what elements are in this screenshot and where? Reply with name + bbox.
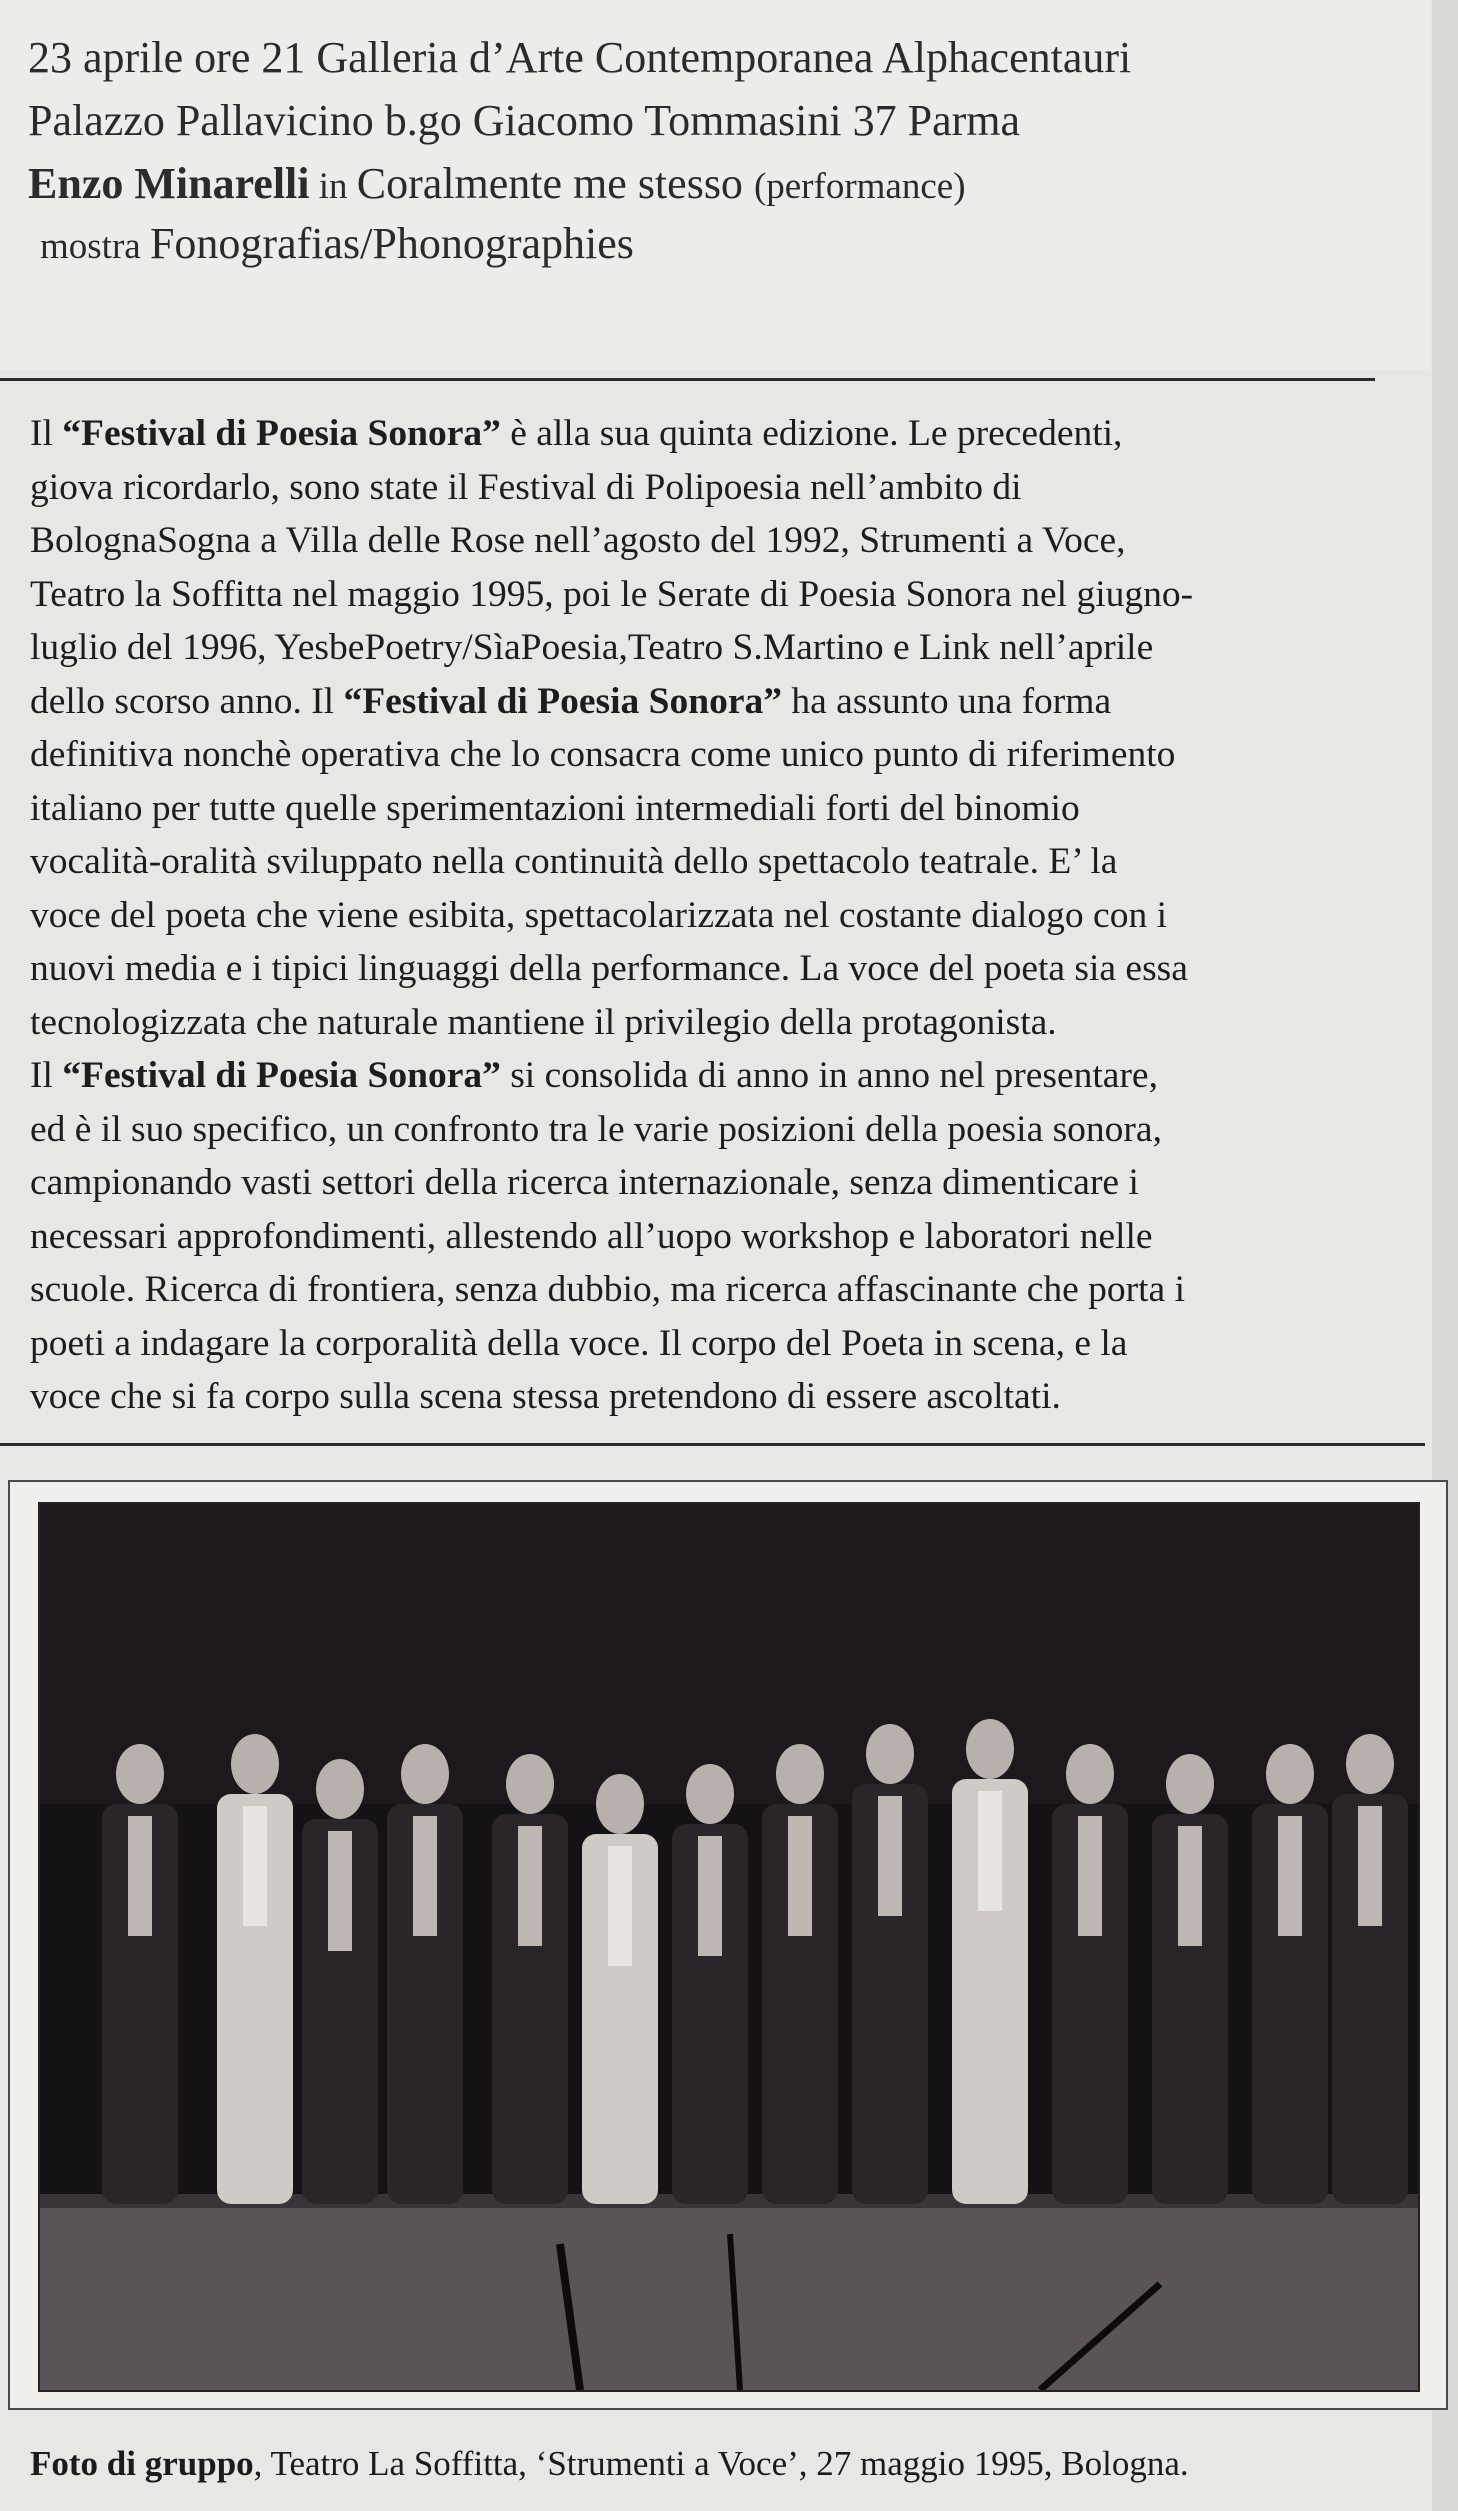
event-header: [0, 0, 1430, 370]
caption-details: , Teatro La Soffitta, ‘Strumenti a Voce’, 27 maggio 1995, Bologna.: [253, 2444, 1189, 2483]
article-line: [30, 1210, 1410, 1264]
exhibition-label: mostra: [40, 226, 150, 267]
article-paragraph-2: [30, 1049, 1410, 1424]
exhibition-line: [40, 218, 634, 273]
person-head: [1066, 1744, 1114, 1804]
line-text: ed è il suo specifico, un confronto tra le varie posizioni della poesia sonora,: [30, 1108, 1162, 1150]
article-line: [30, 1317, 1410, 1371]
person-head: [506, 1754, 554, 1814]
line-text: Teatro la Soffitta nel maggio 1995, poi le Serate di Poesia Sonora nel giugno-: [30, 573, 1194, 615]
person-shirt: [128, 1816, 152, 1936]
person-shirt: [1278, 1816, 1302, 1936]
article-line: [30, 461, 1410, 515]
article-line: [30, 1049, 1410, 1103]
line-text: Il: [30, 1055, 63, 1096]
person-head: [866, 1724, 914, 1784]
person-shirt: [518, 1826, 542, 1946]
person-head: [231, 1734, 279, 1794]
line-text: vocalità-oralità sviluppato nella continuità dello spettacolo teatrale. E’ la: [30, 841, 1118, 882]
line-text: scuole. Ricerca di frontiera, senza dubbio, ma ricerca affascinante che porta i: [30, 1269, 1185, 1310]
festival-name: “Festival di Poesia Sonora”: [62, 413, 501, 454]
photo-caption: [30, 2442, 1189, 2486]
line-text: tecnologizzata che naturale mantiene il privilegio della protagonista.: [30, 1001, 1057, 1043]
line-text: BolognaSogna a Villa delle Rose nell’agosto del 1992, Strumenti a Voce,: [30, 520, 1126, 561]
festival-name: “Festival di Poesia Sonora”: [343, 680, 783, 722]
article-line: [30, 835, 1410, 889]
performance-type: (performance): [753, 166, 966, 207]
line-text: campionando vasti settori della ricerca internazionale, senza dimenticare i: [30, 1162, 1139, 1203]
line-text: voce del poeta che viene esibita, spettacolarizzata nel costante dialogo con i: [30, 894, 1167, 936]
line-text: necessari approfondimenti, allestendo all’uopo workshop e laboratori nelle: [30, 1215, 1153, 1257]
article-line: [30, 1156, 1410, 1210]
line-text: Il: [30, 413, 63, 454]
line-text: ha assunto una forma: [782, 680, 1112, 722]
photo-frame: [8, 1480, 1448, 2410]
line-text: è alla sua quinta edizione. Le precedenti,: [500, 413, 1123, 454]
article-line: [30, 1103, 1410, 1157]
article-line: [30, 996, 1410, 1050]
article-body: [30, 407, 1410, 1424]
stage-floor: [40, 2204, 1418, 2390]
article-line: [30, 568, 1410, 622]
person-shirt: [608, 1846, 632, 1966]
article-line: [30, 621, 1410, 675]
article-line: [30, 1263, 1410, 1317]
festival-name: “Festival di Poesia Sonora”: [62, 1055, 501, 1096]
event-performer-line: [28, 158, 966, 213]
line-text: italiano per tutte quelle sperimentazioni intermediali forti del binomio: [30, 787, 1080, 829]
article-line: [30, 514, 1410, 568]
person-shirt: [1178, 1826, 1202, 1946]
person-shirt: [698, 1836, 722, 1956]
performance-title: Coralmente me stesso: [356, 159, 754, 208]
performer-name: Enzo Minarelli: [28, 159, 310, 208]
article-line: [30, 889, 1410, 943]
person-head: [776, 1744, 824, 1804]
line-text: dello scorso anno. Il: [30, 680, 344, 722]
article-line: [30, 942, 1410, 996]
article-line: [30, 675, 1410, 729]
group-photo: [38, 1502, 1420, 2392]
person-head: [596, 1774, 644, 1834]
person-shirt: [1358, 1806, 1382, 1926]
person-shirt: [878, 1796, 902, 1916]
bottom-divider: [0, 1443, 1425, 1446]
line-text: poeti a indagare la corporalità della voce. Il corpo del Poeta in scena, e la: [30, 1322, 1128, 1364]
person-head: [116, 1744, 164, 1804]
article-line: [30, 1370, 1410, 1424]
article-line: [30, 407, 1410, 461]
person-shirt: [788, 1816, 812, 1936]
article-paragraph-1: [30, 407, 1410, 1049]
person-head: [1266, 1744, 1314, 1804]
article-line: [30, 782, 1410, 836]
article-line: [30, 728, 1410, 782]
top-divider: [0, 378, 1375, 381]
person-head: [316, 1759, 364, 1819]
person-shirt: [978, 1791, 1002, 1911]
event-address: Palazzo Pallavicino b.go Giacomo Tommasini 37 Parma: [28, 96, 1021, 145]
person-head: [1166, 1754, 1214, 1814]
person-head: [1346, 1734, 1394, 1794]
group-photo-illustration: [40, 1504, 1418, 2390]
line-text: si consolida di anno in anno nel presentare,: [500, 1055, 1158, 1096]
person-head: [401, 1744, 449, 1804]
event-date-venue: 23 aprile ore 21 Galleria d’Arte Contemporanea Alphacentauri: [28, 33, 1132, 82]
person-shirt: [413, 1816, 437, 1936]
line-text: definitiva nonchè operativa che lo consacra come unico punto di riferimento: [30, 734, 1176, 775]
person-shirt: [328, 1831, 352, 1951]
exhibition-title: Fonografias/Phonographies: [149, 219, 634, 268]
performer-in: in: [309, 166, 357, 207]
person-shirt: [243, 1806, 267, 1926]
line-text: nuovi media e i tipici linguaggi della performance. La voce del poeta sia essa: [30, 948, 1188, 989]
person-head: [966, 1719, 1014, 1779]
line-text: voce che si fa corpo sulla scena stessa pretendono di essere ascoltati.: [30, 1376, 1061, 1417]
line-text: luglio del 1996, YesbePoetry/SìaPoesia,Teatro S.Martino e Link nell’aprile: [30, 627, 1154, 668]
person-head: [686, 1764, 734, 1824]
line-text: giova ricordarlo, sono state il Festival di Polipoesia nell’ambito di: [30, 466, 1022, 508]
caption-title: Foto di gruppo: [30, 2444, 254, 2483]
person-shirt: [1078, 1816, 1102, 1936]
